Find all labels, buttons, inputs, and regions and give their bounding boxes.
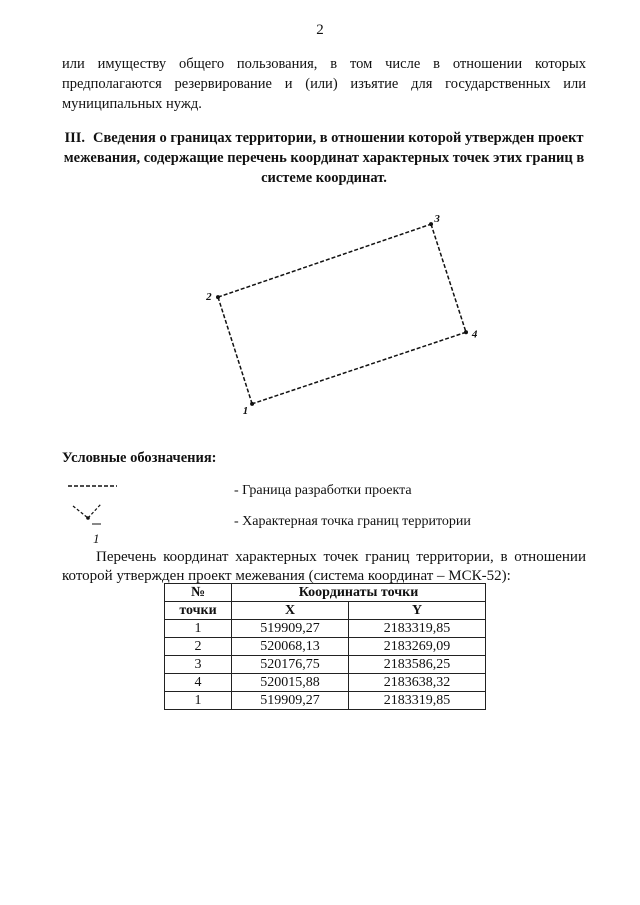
table-cell-n: 3 xyxy=(165,656,232,674)
table-cell-y: 2183269,09 xyxy=(349,638,486,656)
boundary-point xyxy=(250,402,254,406)
boundary-point-label: 2 xyxy=(206,290,212,303)
table-row xyxy=(165,620,486,638)
table-cell-y: 2183319,85 xyxy=(349,620,486,638)
table-cell-n: 1 xyxy=(165,620,232,638)
table-cell-x: 520068,13 xyxy=(232,638,349,656)
legend-title: Условные обозначения: xyxy=(62,450,217,466)
header-y: Y xyxy=(349,602,486,620)
legend-boundary-label: - Граница разработки проекта xyxy=(234,483,412,498)
table-cell-y: 2183638,32 xyxy=(349,674,486,692)
table-cell-y: 2183319,85 xyxy=(349,692,486,710)
coordinates-intro: Перечень координат характерных точек границ территории, в отношении которой утвержден проект межевания (система координат – МСК-52): xyxy=(62,549,586,584)
table-cell-x: 520176,75 xyxy=(232,656,349,674)
boundary-point xyxy=(464,330,468,334)
boundary-point-label: 3 xyxy=(434,212,440,225)
boundary-segment xyxy=(218,297,252,404)
boundary-polygon xyxy=(218,224,466,404)
legend-point-label: - Характерная точка границ территории xyxy=(234,514,471,529)
boundary-point xyxy=(429,222,433,226)
section-number: III. xyxy=(64,130,85,146)
coordinates-table-body xyxy=(165,620,486,710)
table-cell-n: 1 xyxy=(165,692,232,710)
boundary-point xyxy=(216,295,220,299)
header-coordinates: Координаты точки xyxy=(232,584,486,602)
page-number: 2 xyxy=(316,22,324,38)
boundary-segment xyxy=(252,332,466,404)
table-cell-x: 519909,27 xyxy=(232,692,349,710)
intro-paragraph: или имуществу общего пользования, в том числе в отношении которых предполагаются резервирование и (или) изъятие для государственных или муниципальных нужд. xyxy=(62,56,586,112)
table-cell-n: 4 xyxy=(165,674,232,692)
boundary-segment xyxy=(218,224,431,297)
legend-point-number: 1 xyxy=(93,531,100,546)
boundary-point-label: 1 xyxy=(242,405,249,418)
table-row xyxy=(165,692,486,710)
boundary-point-label: 4 xyxy=(471,328,478,341)
header-number-sub: точки xyxy=(165,602,232,620)
table-row xyxy=(165,674,486,692)
coordinates-table xyxy=(164,583,486,710)
table-row xyxy=(165,656,486,674)
header-number: № xyxy=(165,584,232,602)
legend-point-sample xyxy=(73,504,101,546)
boundary-segment xyxy=(431,224,466,332)
section-title: Сведения о границах территории, в отношении которой утвержден проект межевания, содержащие перечень координат характерных точек этих границ в системе координат. xyxy=(63,130,585,186)
table-cell-n: 2 xyxy=(165,638,232,656)
table-cell-y: 2183586,25 xyxy=(349,656,486,674)
header-x: X xyxy=(232,602,349,620)
table-cell-x: 520015,88 xyxy=(232,674,349,692)
table-row xyxy=(165,638,486,656)
table-cell-x: 519909,27 xyxy=(232,620,349,638)
